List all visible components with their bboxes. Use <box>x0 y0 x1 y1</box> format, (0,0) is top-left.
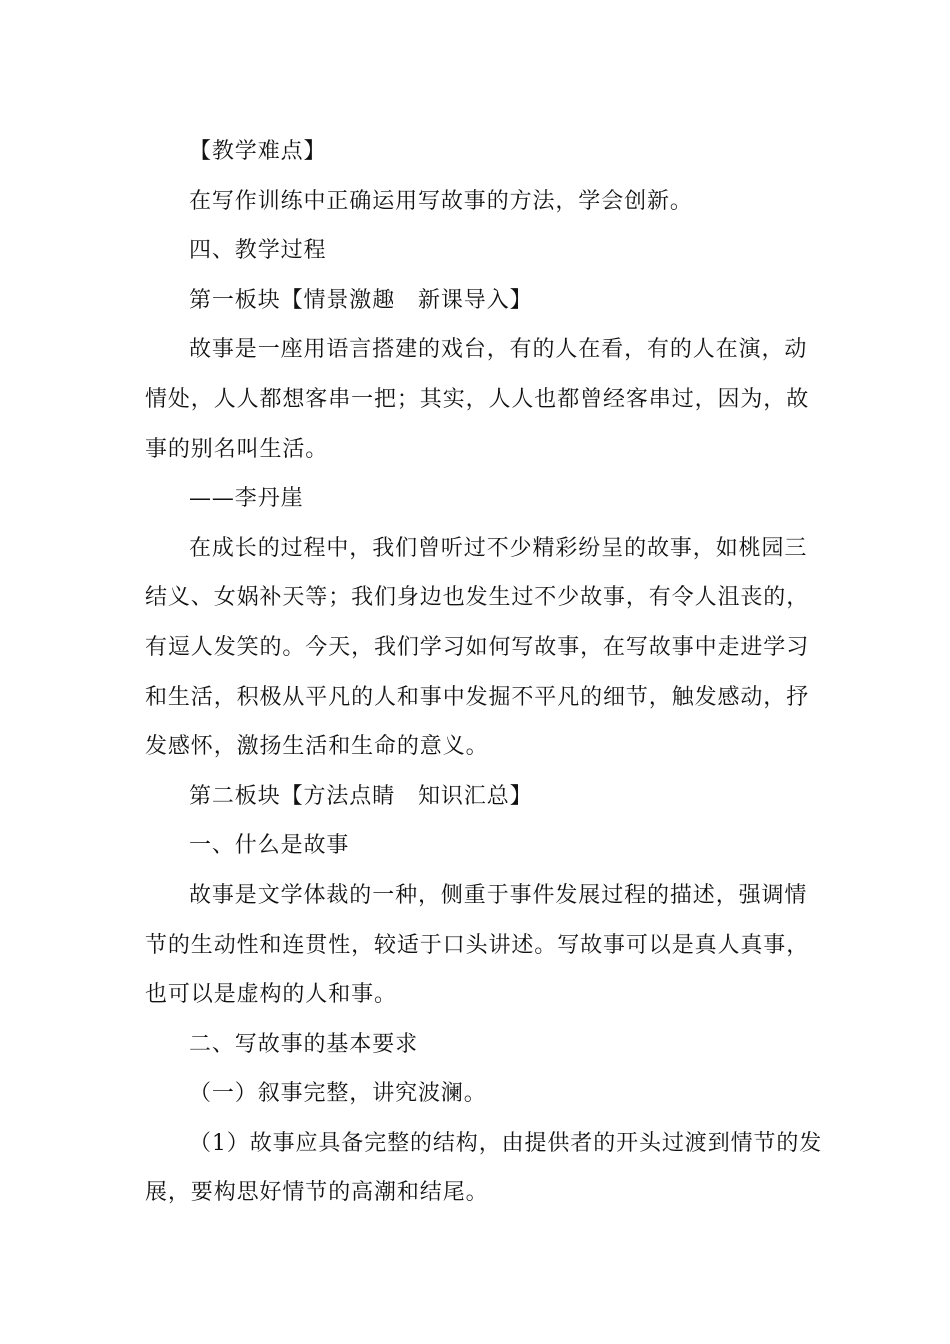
intro-paragraph-line: 在成长的过程中，我们曾听过不少精彩纷呈的故事，如桃园三 <box>189 535 808 561</box>
requirement-paragraph-line: 展，要构思好情节的高潮和结尾。 <box>145 1180 489 1206</box>
subheading-basic-requirements: 二、写故事的基本要求 <box>189 1031 419 1057</box>
definition-paragraph-line: 节的生动性和连贯性，较适于口头讲述。写故事可以是真人真事， <box>145 932 810 958</box>
document-body <box>145 127 823 1218</box>
paragraph-line: 在写作训练中正确运用写故事的方法，学会创新。 <box>189 188 693 214</box>
block-heading-second: 第二板块【方法点睛 知识汇总】 <box>189 783 533 809</box>
definition-paragraph-line: 故事是文学体裁的一种，侧重于事件发展过程的描述，强调情 <box>189 882 808 908</box>
quote-paragraph-line: 情处，人人都想客串一把；其实，人人也都曾经客串过，因为，故 <box>145 386 810 412</box>
intro-paragraph-line: 结义、女娲补天等；我们身边也发生过不少故事，有令人沮丧的， <box>145 585 810 611</box>
quote-attribution: ——李丹崖 <box>189 486 304 512</box>
subheading-what-is-story: 一、什么是故事 <box>189 833 350 859</box>
section-heading-teaching-process: 四、教学过程 <box>189 238 327 264</box>
requirement-paragraph-line: （1）故事应具备完整的结构，由提供者的开头过渡到情节的发 <box>189 1130 823 1156</box>
section-heading-teaching-difficulty: 【教学难点】 <box>189 139 327 164</box>
quote-paragraph-line: 事的别名叫生活。 <box>145 436 329 462</box>
intro-paragraph-line: 有逗人发笑的。今天，我们学习如何写故事，在写故事中走进学习 <box>145 634 810 660</box>
quote-paragraph-line: 故事是一座用语言搭建的戏台，有的人在看，有的人在演，动 <box>189 337 808 363</box>
definition-paragraph-line: 也可以是虚构的人和事。 <box>145 982 397 1008</box>
requirement-item-heading: （一）叙事完整，讲究波澜。 <box>189 1081 487 1107</box>
intro-paragraph-line: 发感怀，激扬生活和生命的意义。 <box>145 734 489 760</box>
block-heading-first: 第一板块【情景激趣 新课导入】 <box>189 287 533 313</box>
intro-paragraph-line: 和生活，积极从平凡的人和事中发掘不平凡的细节，触发感动，抒 <box>145 684 810 710</box>
